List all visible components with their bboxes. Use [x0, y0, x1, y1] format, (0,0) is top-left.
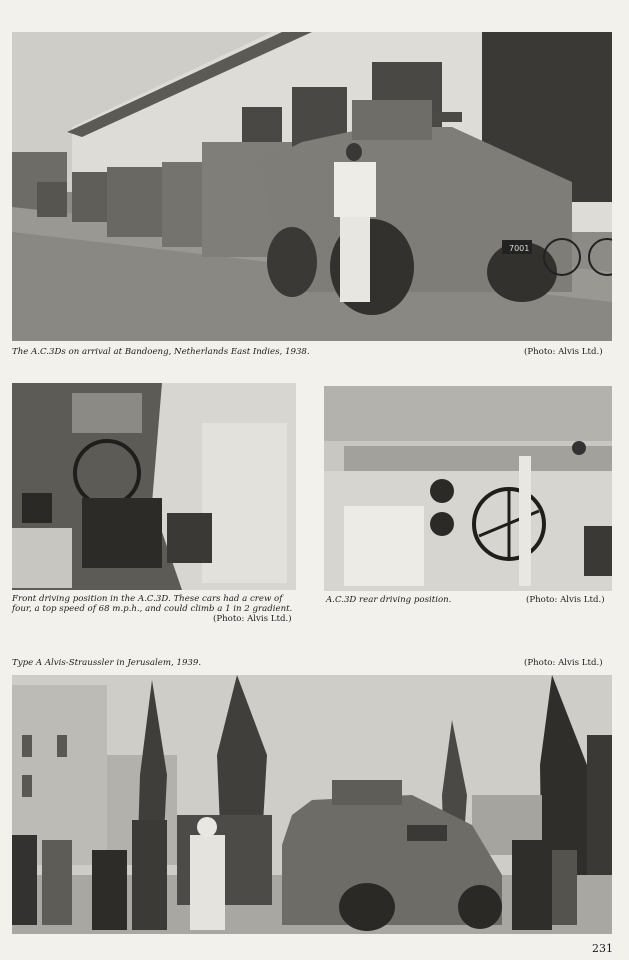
credit-rear-driving: (Photo: Alvis Ltd.) — [526, 595, 605, 605]
photo-jerusalem-street — [12, 675, 612, 934]
caption-jerusalem: Type A Alvis-Straussler in Jerusalem, 1939. — [12, 658, 202, 668]
credit-jerusalem: (Photo: Alvis Ltd.) — [524, 658, 603, 668]
photo-armoured-cars-bandoeng — [12, 32, 612, 341]
credit-front-driving: (Photo: Alvis Ltd.) — [213, 614, 292, 624]
caption-arrival: The A.C.3Ds on arrival at Bandoeng, Netherlands East Indies, 1938. — [12, 347, 310, 357]
photo-rear-driving-position — [324, 386, 612, 591]
photo-front-driving-position — [12, 383, 296, 590]
caption-front-driving-1: Front driving position in the A.C.3D. These cars had a crew of — [12, 594, 283, 604]
caption-rear-driving: A.C.3D rear driving position. — [326, 595, 452, 605]
credit-arrival: (Photo: Alvis Ltd.) — [524, 347, 603, 357]
page-number: 231 — [592, 942, 613, 955]
license-plate: 7001 — [509, 244, 530, 253]
caption-front-driving-2: four, a top speed of 68 m.p.h., and could climb a 1 in 2 gradient. — [12, 604, 293, 614]
